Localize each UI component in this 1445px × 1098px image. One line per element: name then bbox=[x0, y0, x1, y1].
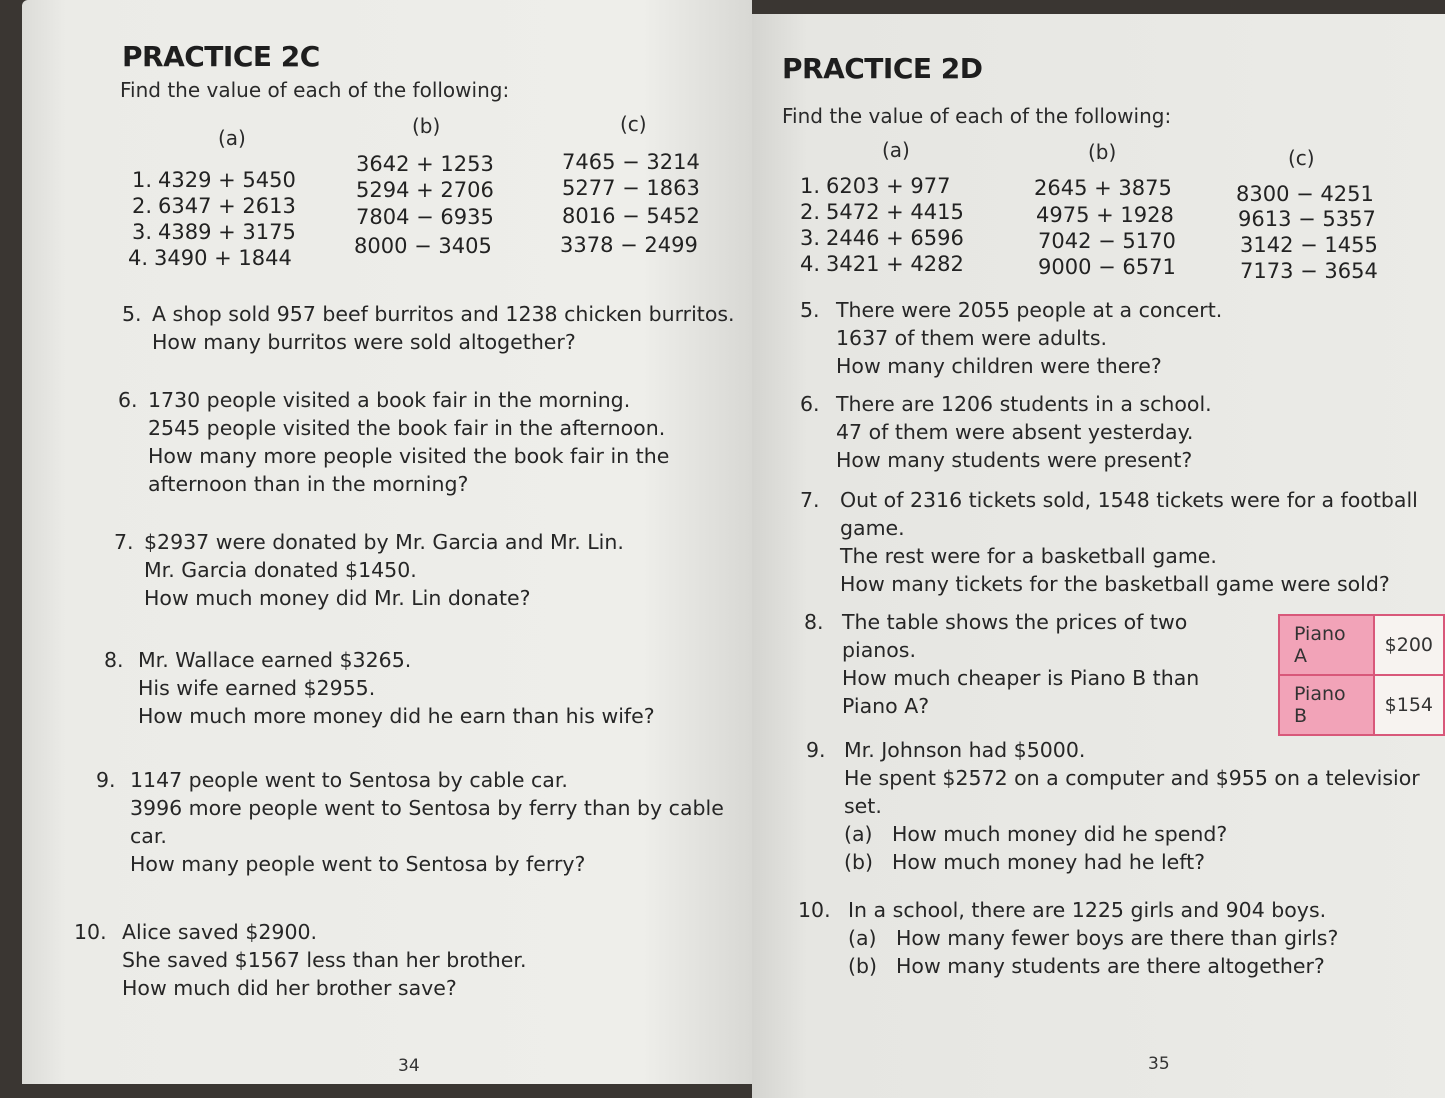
drill-b: 2645 + 3875 bbox=[1034, 176, 1172, 200]
question-line: 1147 people went to Sentosa by cable car. bbox=[130, 768, 568, 792]
question-line: She saved $1567 less than her brother. bbox=[122, 948, 527, 972]
column-header-a: (a) bbox=[218, 126, 246, 150]
question-number: 10. bbox=[74, 920, 107, 944]
page-title: PRACTICE 2C bbox=[122, 40, 320, 73]
drill-row bbox=[800, 226, 964, 250]
drill-c: 8016 − 5452 bbox=[562, 204, 700, 228]
question-number: 5. bbox=[122, 302, 142, 326]
drill-a: 6203 + 977 bbox=[826, 174, 951, 198]
column-header-c: (c) bbox=[1288, 146, 1315, 170]
drill-a: 3490 + 1844 bbox=[154, 246, 292, 270]
drill-c: 7173 − 3654 bbox=[1240, 259, 1378, 283]
drill-row bbox=[132, 194, 296, 218]
drill-row bbox=[800, 200, 964, 224]
table-row bbox=[1279, 675, 1444, 735]
question-line: $2937 were donated by Mr. Garcia and Mr. Lin. bbox=[144, 530, 624, 554]
drill-number: 3. bbox=[800, 226, 821, 250]
sub-text: How many students are there altogether? bbox=[896, 954, 1325, 978]
drill-number: 3. bbox=[132, 220, 153, 244]
question-line: Mr. Johnson had $5000. bbox=[844, 738, 1086, 762]
instruction: Find the value of each of the following: bbox=[120, 78, 510, 102]
column-header-c: (c) bbox=[620, 112, 647, 136]
drill-c: 8300 − 4251 bbox=[1236, 182, 1374, 206]
question-line: 2545 people visited the book fair in the afternoon. bbox=[148, 416, 666, 440]
question-5 bbox=[122, 300, 752, 356]
drill-row bbox=[800, 174, 950, 198]
drill-b: 5294 + 2706 bbox=[356, 178, 494, 202]
drill-number: 1. bbox=[800, 174, 821, 198]
question-5 bbox=[800, 296, 1440, 380]
right-page bbox=[752, 14, 1445, 1098]
instruction: Find the value of each of the following: bbox=[782, 104, 1172, 128]
question-line: pianos. bbox=[842, 638, 917, 662]
question-number: 5. bbox=[800, 298, 820, 322]
sub-label: (a) bbox=[848, 926, 877, 950]
drill-a: 3421 + 4282 bbox=[826, 252, 964, 276]
question-line: Alice saved $2900. bbox=[122, 920, 318, 944]
question-line: 1637 of them were adults. bbox=[836, 326, 1108, 350]
drill-number: 4. bbox=[128, 246, 149, 270]
sub-question bbox=[844, 848, 1445, 876]
question-line: The rest were for a basketball game. bbox=[840, 544, 1217, 568]
drill-b: 7042 − 5170 bbox=[1038, 229, 1176, 253]
question-line: How much money did Mr. Lin donate? bbox=[144, 586, 531, 610]
question-9 bbox=[806, 736, 1445, 876]
sub-question bbox=[844, 820, 1445, 848]
question-6 bbox=[800, 390, 1440, 474]
question-7 bbox=[114, 528, 752, 612]
sub-label: (b) bbox=[848, 954, 878, 978]
column-header-b: (b) bbox=[1088, 140, 1117, 164]
question-line: set. bbox=[844, 794, 882, 818]
question-line: car. bbox=[130, 824, 167, 848]
question-line: There were 2055 people at a concert. bbox=[836, 298, 1223, 322]
question-number: 8. bbox=[104, 648, 124, 672]
question-line: In a school, there are 1225 girls and 904 boys. bbox=[848, 898, 1327, 922]
question-10 bbox=[74, 918, 714, 1002]
sub-text: How much money did he spend? bbox=[892, 822, 1228, 846]
question-line: He spent $2572 on a computer and $955 on a televisior bbox=[844, 766, 1420, 790]
question-line: How many people went to Sentosa by ferry? bbox=[130, 852, 586, 876]
drill-b: 3642 + 1253 bbox=[356, 152, 494, 176]
drill-number: 2. bbox=[132, 194, 153, 218]
question-8 bbox=[804, 608, 1224, 720]
drill-c: 5277 − 1863 bbox=[562, 176, 700, 200]
column-header-b: (b) bbox=[412, 114, 441, 138]
drill-c: 7465 − 3214 bbox=[562, 150, 700, 174]
question-line: How many more people visited the book fair in the bbox=[148, 444, 670, 468]
question-number: 6. bbox=[800, 392, 820, 416]
piano-price: $154 bbox=[1374, 675, 1444, 735]
question-10 bbox=[798, 896, 1398, 980]
drill-a: 4329 + 5450 bbox=[158, 168, 296, 192]
drill-a: 4389 + 3175 bbox=[158, 220, 296, 244]
drill-number: 4. bbox=[800, 252, 821, 276]
question-line: How many students were present? bbox=[836, 448, 1193, 472]
page-number: 35 bbox=[1148, 1054, 1170, 1074]
drill-b: 7804 − 6935 bbox=[356, 205, 494, 229]
sub-label: (b) bbox=[844, 850, 874, 874]
drill-c: 3142 − 1455 bbox=[1240, 233, 1378, 257]
piano-price: $200 bbox=[1374, 615, 1444, 675]
question-line: How many children were there? bbox=[836, 354, 1162, 378]
sub-text: How many fewer boys are there than girls? bbox=[896, 926, 1339, 950]
question-number: 9. bbox=[806, 738, 826, 762]
question-line: The table shows the prices of two bbox=[842, 610, 1188, 634]
question-8 bbox=[104, 646, 744, 730]
left-page bbox=[22, 0, 752, 1084]
question-line: game. bbox=[840, 516, 905, 540]
question-line: There are 1206 students in a school. bbox=[836, 392, 1212, 416]
piano-name: Piano A bbox=[1279, 615, 1374, 675]
question-line: 47 of them were absent yesterday. bbox=[836, 420, 1194, 444]
drill-row bbox=[132, 168, 296, 192]
question-6 bbox=[118, 386, 752, 498]
piano-name: Piano B bbox=[1279, 675, 1374, 735]
drill-row bbox=[128, 246, 292, 270]
price-table bbox=[1278, 614, 1445, 736]
drill-number: 2. bbox=[800, 200, 821, 224]
question-7 bbox=[800, 486, 1445, 598]
sub-text: How much money had he left? bbox=[892, 850, 1206, 874]
page-title: PRACTICE 2D bbox=[782, 52, 983, 85]
drill-b: 8000 − 3405 bbox=[354, 234, 492, 258]
drill-c: 9613 − 5357 bbox=[1238, 207, 1376, 231]
question-line: His wife earned $2955. bbox=[138, 676, 376, 700]
question-line: Mr. Wallace earned $3265. bbox=[138, 648, 412, 672]
question-line: How much cheaper is Piano B than bbox=[842, 666, 1200, 690]
sub-label: (a) bbox=[844, 822, 873, 846]
drill-a: 6347 + 2613 bbox=[158, 194, 296, 218]
question-number: 6. bbox=[118, 388, 138, 412]
sub-question bbox=[848, 924, 1398, 952]
drill-row bbox=[132, 220, 296, 244]
question-line: How much more money did he earn than his wife? bbox=[138, 704, 655, 728]
drill-c: 3378 − 2499 bbox=[560, 233, 698, 257]
page-number: 34 bbox=[398, 1056, 420, 1076]
question-number: 8. bbox=[804, 610, 824, 634]
drill-a: 2446 + 6596 bbox=[826, 226, 964, 250]
question-line: Mr. Garcia donated $1450. bbox=[144, 558, 417, 582]
question-number: 10. bbox=[798, 898, 831, 922]
sub-question bbox=[848, 952, 1398, 980]
drill-number: 1. bbox=[132, 168, 153, 192]
question-line: 3996 more people went to Sentosa by ferry than by cable bbox=[130, 796, 724, 820]
question-line: afternoon than in the morning? bbox=[148, 472, 469, 496]
question-line: How many tickets for the basketball game were sold? bbox=[840, 572, 1390, 596]
question-line: How many burritos were sold altogether? bbox=[152, 330, 576, 354]
drill-row bbox=[800, 252, 964, 276]
question-line: Piano A? bbox=[842, 694, 930, 718]
question-9 bbox=[96, 766, 736, 878]
question-number: 7. bbox=[114, 530, 134, 554]
drill-a: 5472 + 4415 bbox=[826, 200, 964, 224]
drill-b: 4975 + 1928 bbox=[1036, 203, 1174, 227]
column-header-a: (a) bbox=[882, 138, 910, 162]
drill-b: 9000 − 6571 bbox=[1038, 255, 1176, 279]
table-row bbox=[1279, 615, 1444, 675]
question-line: Out of 2316 tickets sold, 1548 tickets were for a football bbox=[840, 488, 1418, 512]
question-number: 9. bbox=[96, 768, 116, 792]
question-line: 1730 people visited a book fair in the morning. bbox=[148, 388, 631, 412]
question-line: How much did her brother save? bbox=[122, 976, 457, 1000]
question-line: A shop sold 957 beef burritos and 1238 chicken burritos. bbox=[152, 302, 735, 326]
question-number: 7. bbox=[800, 488, 820, 512]
